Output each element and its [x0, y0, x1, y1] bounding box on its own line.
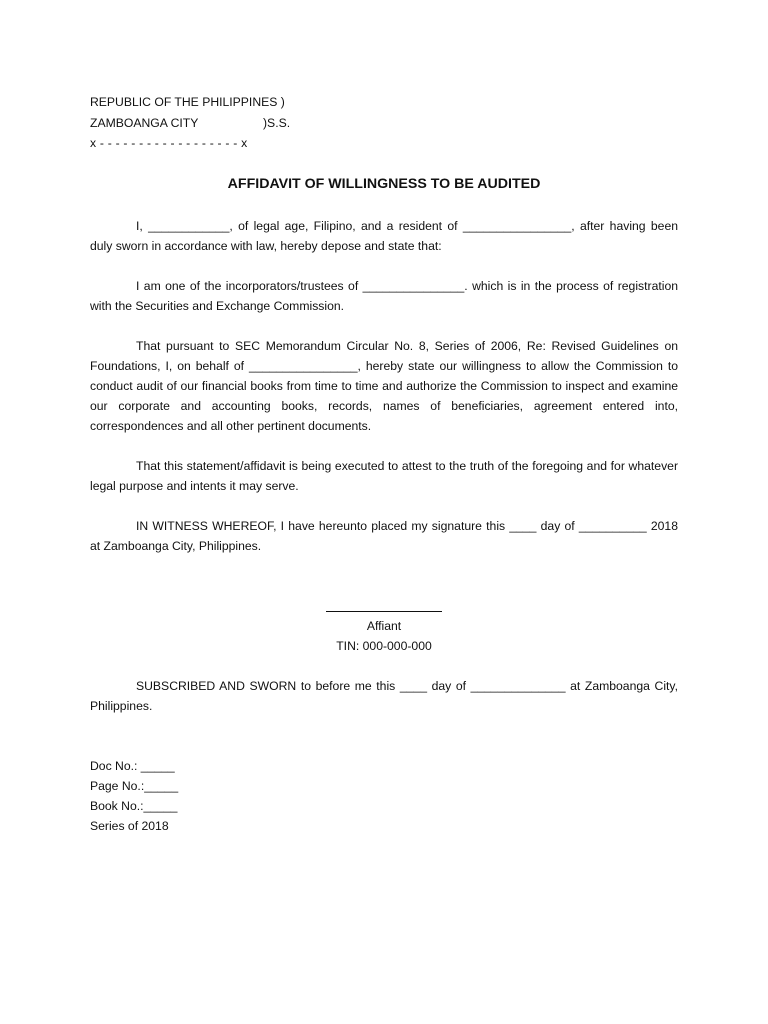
affiant-label: Affiant	[366, 619, 402, 633]
notary-series: Series of 2018	[90, 819, 169, 833]
caption-city: ZAMBOANGA CITY	[90, 116, 199, 130]
document-title: AFFIDAVIT OF WILLINGNESS TO BE AUDITED	[227, 176, 541, 192]
notary-doc-no: Doc No.: _____	[90, 759, 175, 773]
jurat-paragraph: SUBSCRIBED AND SWORN to before me this ____ day of ______________ at Zamboanga City, Philippines.	[90, 679, 678, 713]
paragraph-statement: That this statement/affidavit is being executed to attest to the truth of the foregoing and for whatever legal purpose and intents it may serve.	[90, 459, 678, 493]
paragraph-sec-memorandum: That pursuant to SEC Memorandum Circular No. 8, Series of 2006, Re: Revised Guidelines on Foundations, I, on behalf of ________________, hereby state our willingness to allow the Commission to conduct audit of our financial books from time to time and authorize the Commission to inspect and examine our corporate and accounting books, records, names of beneficiaries, agreement entered into, correspondences and all other pertinent documents.	[90, 339, 678, 433]
signature-line	[326, 611, 442, 612]
caption-separator: x - - - - - - - - - - - - - - - - - - x	[90, 136, 248, 150]
affiant-tin: TIN: 000-000-000	[336, 639, 432, 653]
caption-ss: )S.S.	[263, 116, 291, 130]
paragraph-intro: I, ____________, of legal age, Filipino, and a resident of ________________, after having been duly sworn in accordance with law, hereby depose and state that:	[90, 219, 678, 253]
notary-page-no: Page No.:_____	[90, 779, 179, 793]
notary-book-no: Book No.:_____	[90, 799, 178, 813]
paragraph-witness: IN WITNESS WHEREOF, I have hereunto placed my signature this ____ day of __________ 2018 at Zamboanga City, Philippines.	[90, 519, 678, 553]
paragraph-incorporator: I am one of the incorporators/trustees of _______________. which is in the process of registration with the Securities and Exchange Commission.	[90, 279, 678, 313]
caption-republic: REPUBLIC OF THE PHILIPPINES )	[90, 95, 285, 109]
